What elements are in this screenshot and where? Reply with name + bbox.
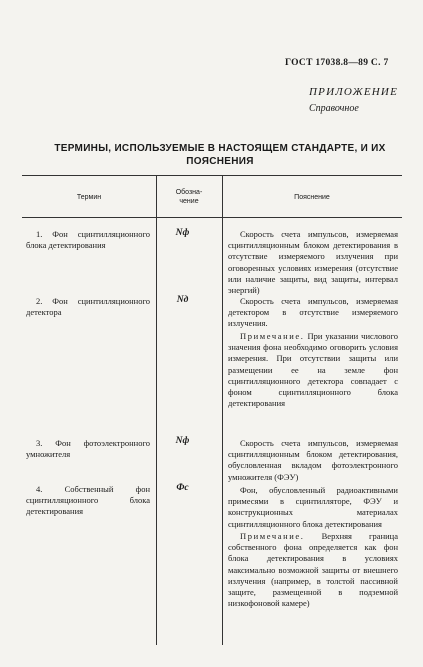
- explanation-cell: [228, 438, 398, 483]
- note-cell: [228, 531, 398, 609]
- explanation-text: Скорость счета импульсов, измеряемая сцинтилляционным блоком детектирования в отсутствие измеряемого излучения при оговоренных условиях измерения (отсутствие или наличие защиты, вид защиты, интервал энергий): [228, 229, 398, 296]
- column-header-term: Термин: [76, 194, 102, 201]
- term-cell: [26, 296, 150, 318]
- document-title: [40, 142, 400, 168]
- term-text: 2. Фон сцинтилляционного детектора: [26, 296, 150, 317]
- term-text: 1. Фон сцинтилляционного блока детектирования: [26, 229, 150, 250]
- column-header-symbol-line-1: Обозна-: [175, 189, 203, 196]
- term-cell: [26, 438, 150, 460]
- note-text: При указании числового значения фона необходимо оговорить условия измерения. При отсутствии защиты или размещении ее на земле фон сцинтилляционного детектора совпадает с фоном сцинтилляционного блока детектирования: [228, 331, 398, 409]
- document-title-line-1: ТЕРМИНЫ, ИСПОЛЬЗУЕМЫЕ В НАСТОЯЩЕМ СТАНДАРТЕ, И ИХ: [54, 143, 386, 154]
- table-header-rule: [22, 217, 402, 218]
- column-header-explanation: Пояснение: [294, 194, 330, 201]
- term-text: 3. Фон фотоэлектронного умножителя: [26, 438, 150, 459]
- header-code: ГОСТ 17038.8—89 С. 7: [285, 58, 389, 68]
- symbol-cell: Nф: [175, 436, 190, 446]
- explanation-cell: [228, 229, 398, 296]
- document-title-line-2: ПОЯСНЕНИЯ: [186, 156, 254, 167]
- column-header-symbol-line-2: чение: [179, 198, 199, 205]
- symbol-cell: Nд: [176, 295, 189, 305]
- term-text: 4. Собственный фон сцинтилляционного блока детектирования: [26, 484, 150, 516]
- note-label: Примечание.: [240, 531, 305, 541]
- column-header-symbol: [156, 188, 222, 206]
- explanation-cell: [228, 485, 398, 530]
- explanation-text: Скорость счета импульсов, измеряемая детектором в отсутствие измеряемого излучения.: [228, 296, 398, 329]
- table-column-divider-2: [222, 175, 223, 645]
- explanation-text: Фон, обусловленный радиоактивными примесями в сцинтилляторе, ФЭУ и конструкционных материалах сцинтилляционного блока детектирования: [228, 485, 398, 529]
- term-cell: [26, 484, 150, 517]
- appendix-title: ПРИЛОЖЕНИЕ: [309, 86, 398, 98]
- term-cell: [26, 229, 150, 251]
- appendix-subtitle: Справочное: [309, 103, 359, 114]
- table-top-rule: [22, 175, 402, 176]
- symbol-cell: Фс: [176, 483, 189, 493]
- note-label: Примечание.: [240, 331, 305, 341]
- note-cell: [228, 331, 398, 409]
- symbol-cell: Nф: [175, 228, 190, 238]
- note-text: Верхняя граница собственного фона определяется как фон блока детектирования в условиях максимально возможной защиты от внешнего излучения (например, в толстой пассивной защите, размещенной в подземной низкофоновой камере): [228, 531, 398, 609]
- explanation-cell: [228, 296, 398, 330]
- explanation-text: Скорость счета импульсов, измеряемая сцинтилляционным блоком детектирования, обусловленная вкладом фотоэлектронного умножителя (ФЭУ): [228, 438, 398, 482]
- table-column-divider-1: [156, 175, 157, 645]
